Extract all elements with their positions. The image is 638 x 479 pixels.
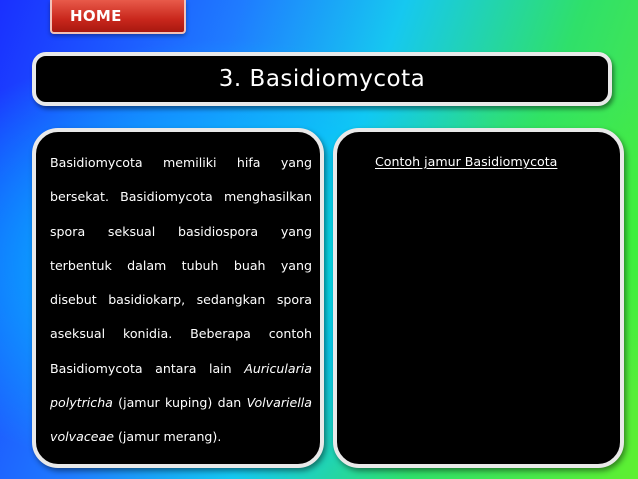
description-part-2: (jamur kuping) dan xyxy=(112,395,247,411)
home-button-label: HOME xyxy=(70,7,122,25)
species-auricularia: Auricularia polytricha xyxy=(50,360,312,411)
description-text xyxy=(50,146,312,455)
species-volvariella: Volvariella volvaceae xyxy=(50,395,312,445)
description-panel xyxy=(32,128,324,468)
description-part-3: (jamur merang). xyxy=(113,429,222,445)
example-panel xyxy=(333,128,624,468)
title-box xyxy=(32,52,612,106)
example-caption: Contoh jamur Basidiomycota xyxy=(375,154,558,169)
slide-title: 3. Basidiomycota xyxy=(218,66,426,92)
home-button[interactable] xyxy=(50,0,186,34)
description-part-1: Basidiomycota memiliki hifa yang bersekat. Basidiomycota menghasilkan spora seksual basidiospora yang terbentuk dalam tubuh buah yang disebut basidiokarp, sedangkan spora aseksual konidia. Beberapa contoh Basidiomycota antara lain xyxy=(50,155,312,376)
